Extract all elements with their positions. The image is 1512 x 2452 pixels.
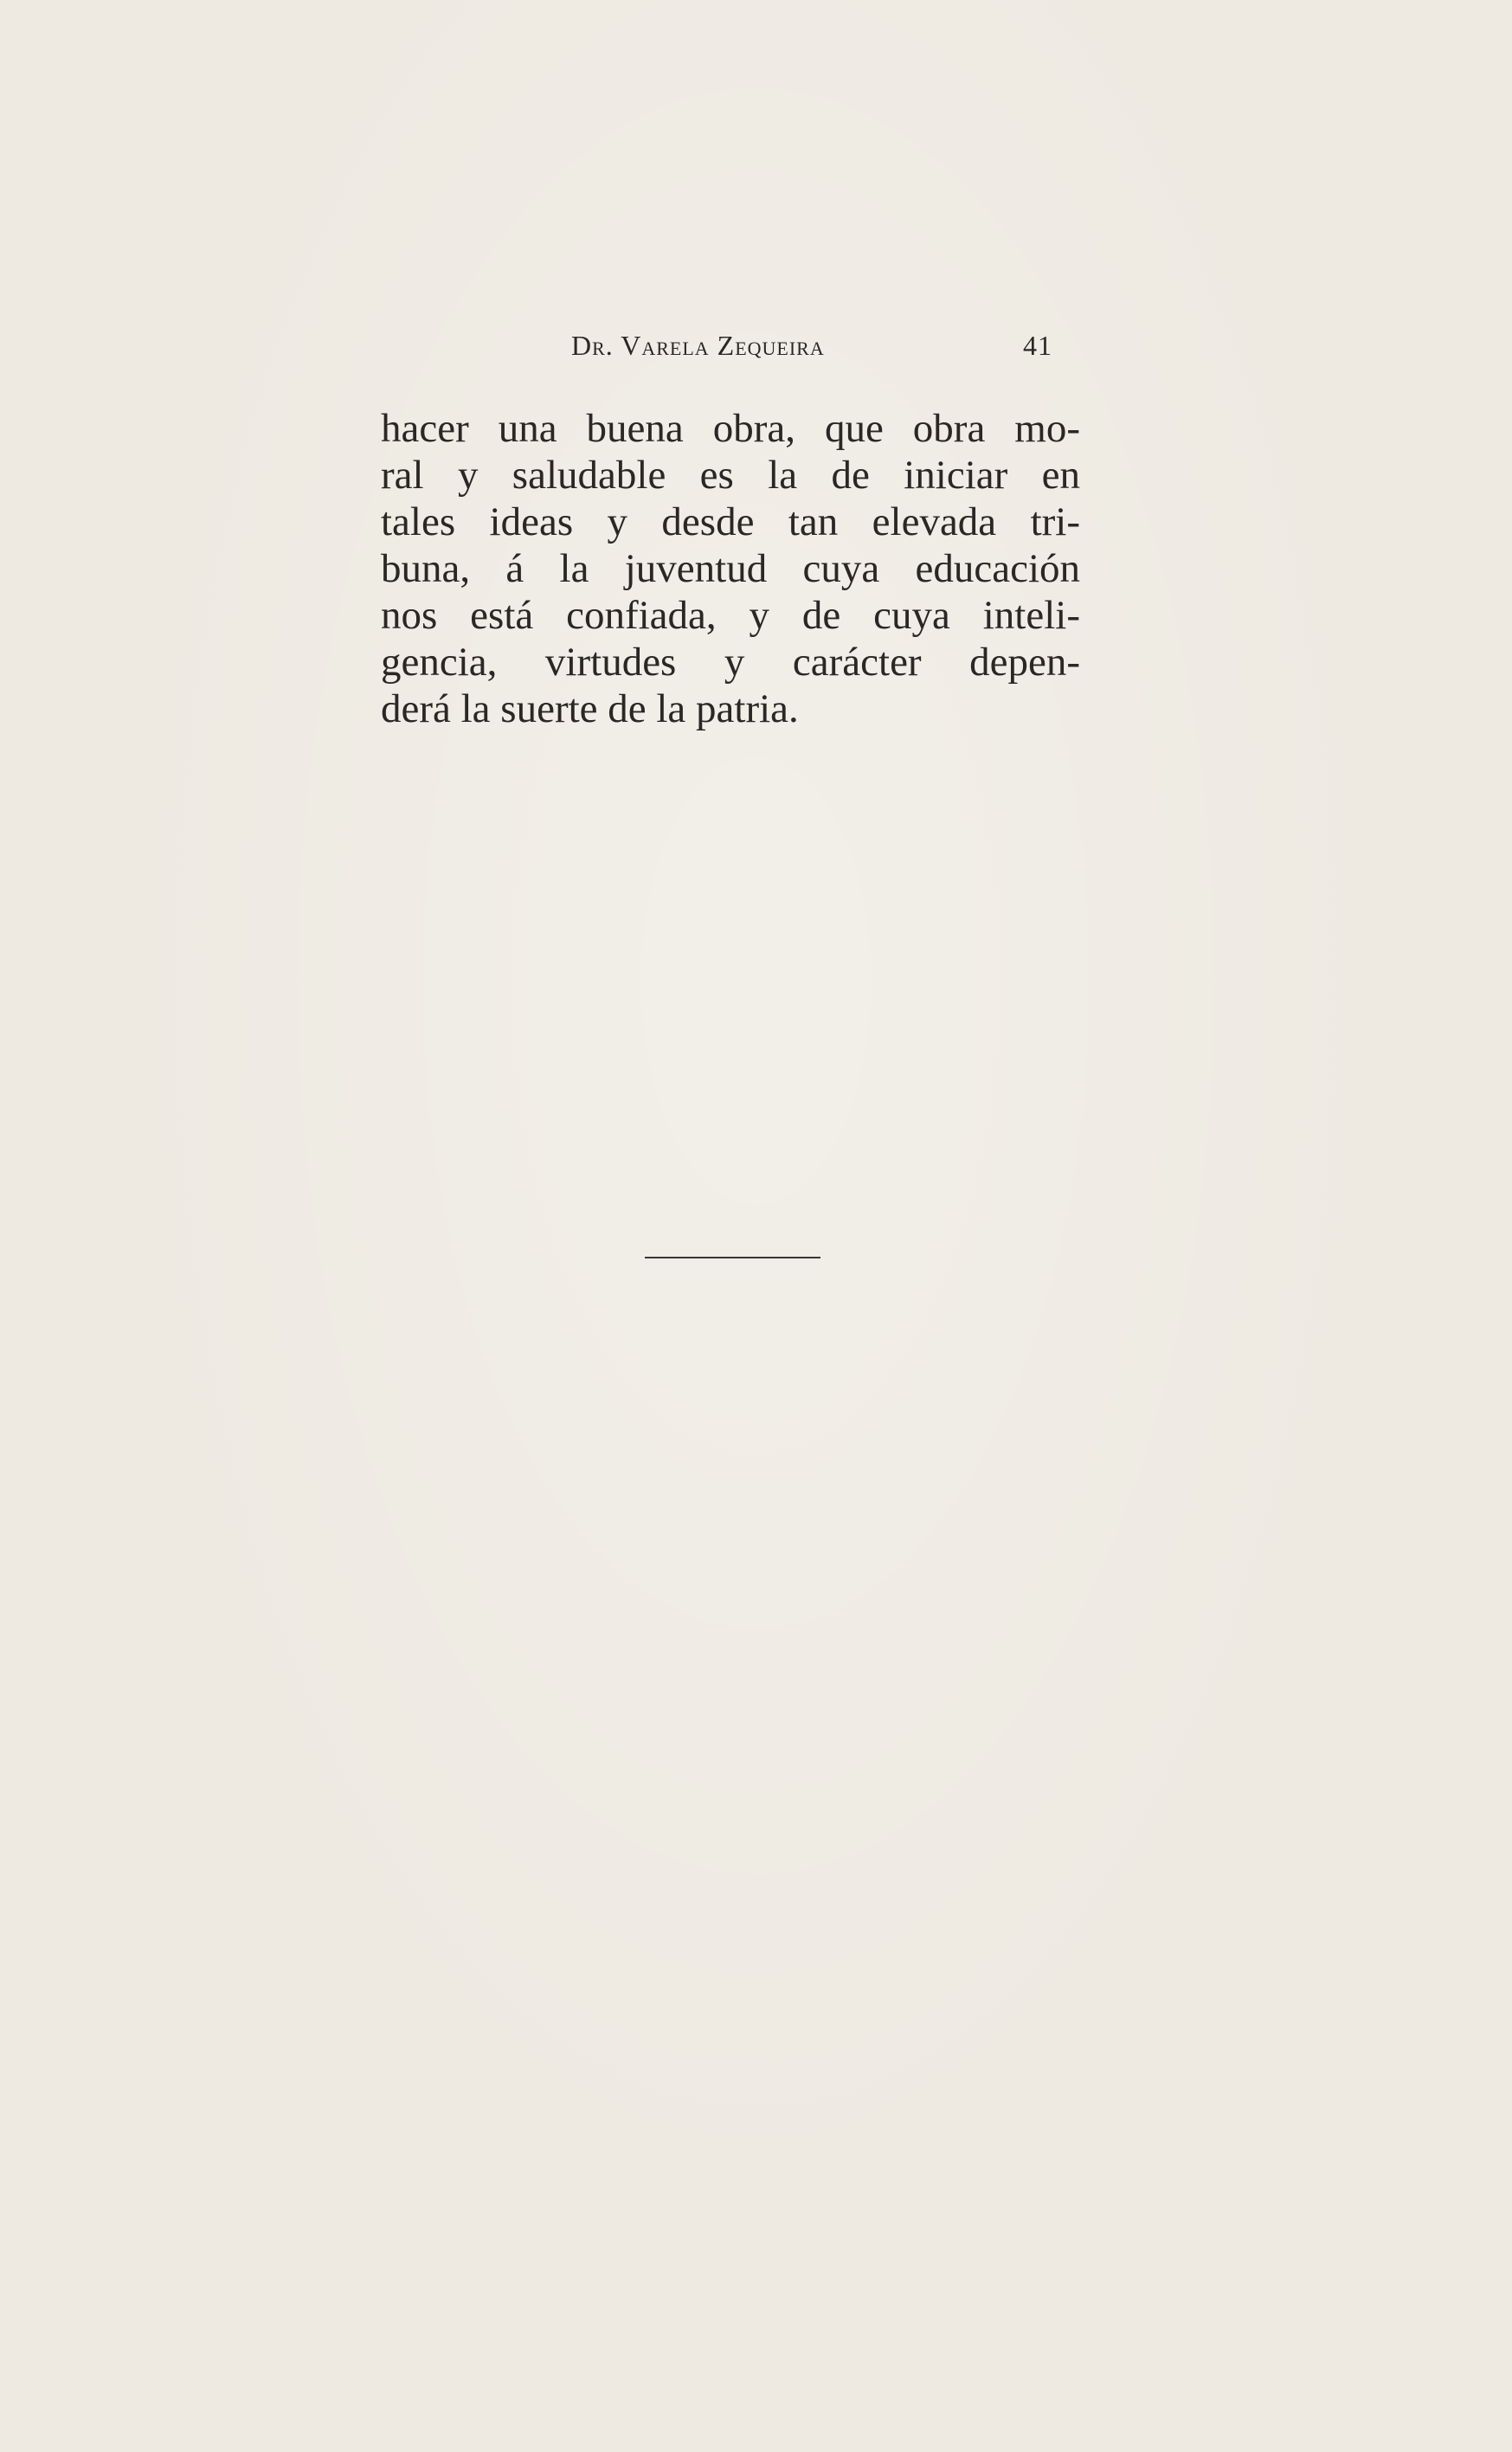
text-line: ral y saludable es la de iniciar en [381, 453, 1080, 498]
text-line: nos está confiada, y de cuya inteli- [381, 593, 1080, 638]
running-head [571, 322, 1052, 369]
page-number: 41 [1023, 330, 1052, 361]
text-line: hacer una buena obra, que obra mo- [381, 406, 1080, 451]
text-line: gencia, virtudes y carácter depen- [381, 640, 1080, 685]
closing-rule [645, 1257, 820, 1258]
text-line: derá la suerte de la patria. [381, 686, 799, 731]
text-line: tales ideas y desde tan elevada tri- [381, 499, 1080, 544]
text-line: buna, á la juventud cuya educación [381, 546, 1080, 591]
running-head-author: Dr. Varela Zequeira [571, 330, 825, 361]
body-paragraph [381, 405, 1080, 732]
